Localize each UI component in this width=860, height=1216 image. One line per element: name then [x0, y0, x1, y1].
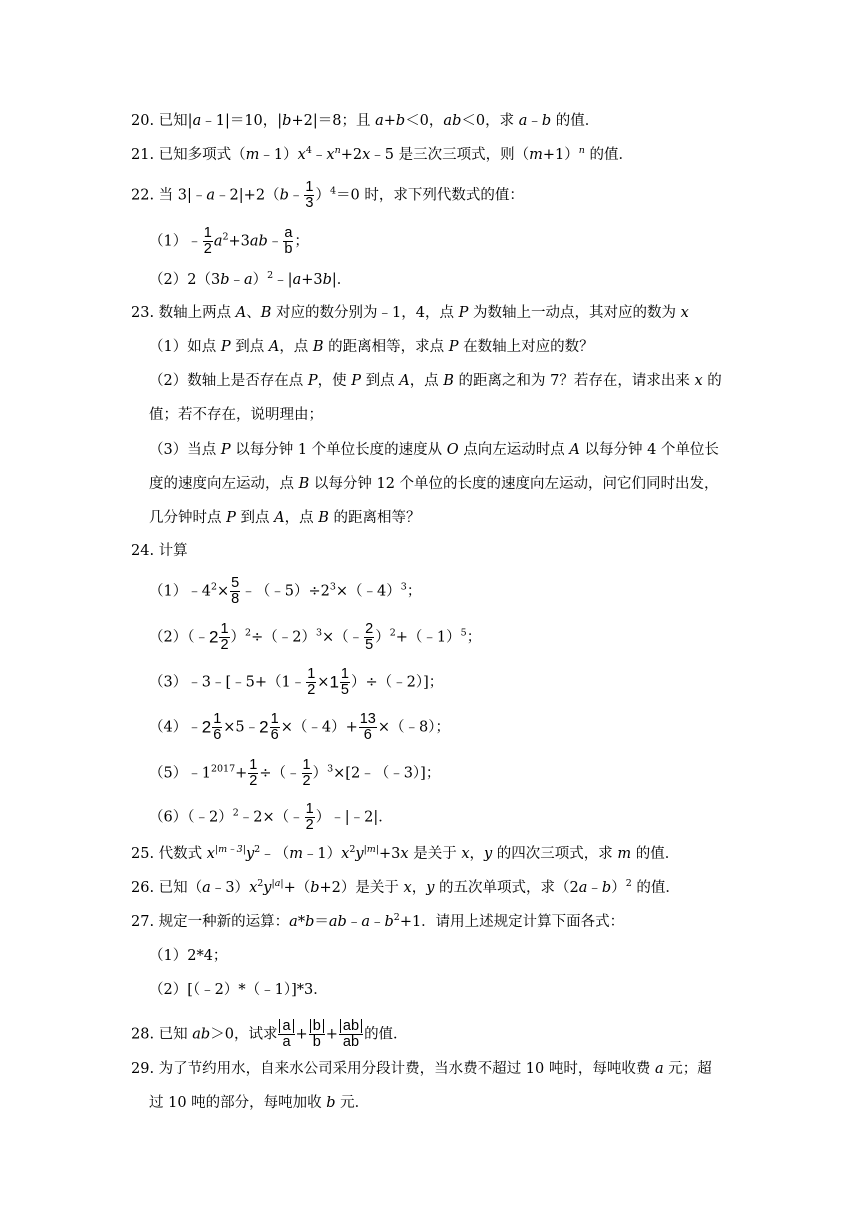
problem-27-part-1: [149, 946, 227, 966]
text: ﹣: [527, 113, 542, 129]
exponent: 2: [625, 878, 632, 889]
var: y: [426, 880, 435, 896]
var: B: [312, 339, 324, 355]
text: +（﹣1）: [395, 629, 461, 646]
text: ﹣: [311, 147, 327, 163]
text: ）: [611, 880, 626, 896]
text: ＝: [314, 914, 329, 930]
problem-23-part-2-cont: [149, 405, 323, 425]
denominator: ab: [339, 1034, 363, 1050]
numerator: a: [279, 1019, 293, 1033]
var: a: [654, 1061, 664, 1077]
denominator: b: [284, 241, 293, 257]
denominator: 5: [340, 682, 349, 698]
text: +2|＝8；且: [291, 113, 376, 129]
text: 为数轴上一动点，其对应的数为: [468, 305, 681, 321]
text: ；: [466, 629, 482, 646]
var: A: [274, 510, 285, 526]
text: （6）（﹣2）: [149, 809, 233, 826]
numerator: 5: [231, 575, 240, 591]
exponent: |a|: [271, 878, 284, 889]
text: ﹣: [267, 233, 283, 250]
text: 的距离之和为 7？若存在，请求出来: [453, 373, 695, 389]
fraction: [339, 1019, 363, 1050]
denominator: 8: [231, 591, 240, 607]
text: 已知多项式（: [158, 147, 246, 163]
problem-number: 21.: [131, 147, 155, 163]
numerator: a: [284, 225, 293, 241]
var: P: [220, 442, 231, 458]
exponent: n: [578, 145, 585, 156]
text: ＜0，: [405, 113, 444, 129]
exponent: 2: [222, 231, 229, 243]
problem-28: [131, 1019, 408, 1050]
text: ×（﹣8）；: [377, 719, 450, 736]
var: ab: [443, 113, 462, 129]
var: x: [326, 147, 335, 163]
text: ）: [312, 765, 328, 782]
text: *: [297, 914, 306, 930]
var: a: [361, 914, 370, 930]
text: 对应的数分别为﹣1，4，点: [271, 305, 459, 321]
text: ×5﹣: [223, 719, 260, 736]
problem-23-part-1: [149, 337, 594, 357]
text: ×: [317, 674, 330, 691]
text: ×（﹣4）: [335, 583, 401, 600]
text: ＝0 时，求下列代数式的值：: [335, 187, 524, 204]
problem-26: [131, 878, 680, 898]
exponent: n: [334, 145, 341, 156]
var: a: [206, 187, 216, 204]
text: ）﹣|﹣2|．: [315, 809, 393, 826]
exponent: 3: [400, 581, 407, 593]
denominator: 2: [220, 637, 229, 653]
text: 当 3|﹣: [158, 187, 207, 204]
fraction: [203, 226, 213, 257]
var: a: [289, 914, 298, 930]
text: ，: [469, 846, 484, 862]
text: 元．: [335, 1095, 370, 1111]
var: y: [355, 846, 364, 862]
text: （5）﹣1: [149, 765, 211, 782]
text: ﹣3）: [210, 880, 250, 896]
var: P: [307, 373, 318, 389]
fraction: [283, 226, 293, 257]
text: （1）﹣4: [149, 583, 211, 600]
text: +3: [301, 272, 323, 288]
text: 已知: [158, 1026, 193, 1043]
var: x: [249, 880, 258, 896]
text: 到点: [360, 373, 400, 389]
var: b: [384, 914, 394, 930]
problem-22: [131, 180, 524, 211]
text: ，点: [284, 510, 319, 526]
problem-22-part-1: [149, 226, 309, 257]
problem-23-part-2: [149, 371, 722, 391]
numerator: ab: [340, 1019, 362, 1033]
text: 规定一种新的运算：: [158, 914, 290, 930]
exponent: 2: [349, 844, 356, 855]
text: ，点: [279, 339, 313, 355]
text: 几分钟时点: [149, 510, 227, 526]
text: ×（﹣: [322, 629, 364, 646]
problem-27-part-2: [149, 980, 328, 1000]
problem-number: 25.: [131, 846, 155, 862]
text: （3）﹣3﹣[﹣5+（1﹣: [149, 674, 306, 691]
numerator: 1: [302, 757, 311, 773]
problem-24-part-1: [149, 576, 421, 607]
fraction: [340, 667, 350, 698]
text: ﹣2|+2（: [215, 187, 280, 204]
exponent: 2017: [210, 763, 236, 775]
text: ﹣: [346, 914, 362, 930]
var: P: [226, 510, 236, 526]
text: ﹣5 是三次三项式，则（: [370, 147, 530, 163]
fraction: [248, 758, 258, 789]
var: b: [601, 880, 612, 896]
var: A: [235, 305, 247, 321]
text: 的值．: [364, 1026, 408, 1043]
var: y: [484, 846, 493, 862]
text: ﹣1|＝10，|: [201, 113, 283, 129]
text: 的距离相等？: [328, 510, 421, 526]
exponent: 3: [329, 581, 336, 593]
numerator: 1: [270, 711, 279, 727]
text: 的四次三项式，求: [492, 846, 618, 862]
numerator: 1: [305, 801, 314, 817]
text: 计算: [158, 543, 188, 559]
var: x: [403, 880, 412, 896]
var: a: [375, 113, 384, 129]
text: ﹣: [229, 272, 244, 288]
var: P: [351, 373, 361, 389]
var: m: [245, 147, 260, 163]
text: 到点: [230, 339, 269, 355]
text: 的值．: [584, 147, 633, 163]
exponent: 4: [305, 145, 312, 156]
var: y: [245, 846, 255, 862]
problem-number: 23.: [131, 305, 155, 321]
numerator: 1: [213, 711, 222, 727]
var: b: [322, 272, 332, 288]
numerator: 1: [305, 179, 314, 195]
var: m: [529, 147, 543, 163]
problem-27: [131, 912, 624, 932]
problem-number: 27.: [131, 914, 155, 930]
text: ÷（﹣: [259, 765, 301, 782]
denominator: 3: [305, 195, 314, 211]
text: ﹣2×（﹣: [238, 809, 304, 826]
problem-23-part-3-cont-1: [149, 474, 719, 494]
text: 已知|: [158, 113, 193, 129]
text: 的: [702, 373, 722, 389]
fraction: [270, 712, 280, 743]
text: +3: [379, 846, 401, 862]
fraction: [306, 667, 316, 698]
fraction: [230, 576, 240, 607]
text: 是关于: [408, 846, 462, 862]
text: ；: [294, 233, 309, 250]
text: 、: [246, 305, 261, 321]
var: b: [541, 113, 552, 129]
text: 元；超: [663, 1061, 712, 1077]
problem-24-part-3: [149, 667, 443, 698]
text: ）: [315, 187, 330, 204]
text: +2: [340, 147, 363, 163]
var: x: [297, 147, 306, 163]
numerator: 1: [220, 621, 229, 637]
text: 在数轴上对应的数？: [458, 339, 594, 355]
exponent: |m﹣3|: [214, 844, 246, 855]
text: ，点: [409, 373, 444, 389]
fraction: [219, 622, 229, 653]
var: A: [569, 442, 580, 458]
exponent: 2: [210, 581, 217, 593]
text: +（: [283, 880, 311, 896]
text: ×[2﹣（﹣3）]；: [333, 765, 441, 782]
var: b: [282, 113, 292, 129]
denominator: 2: [203, 241, 212, 257]
var: B: [298, 476, 310, 492]
exponent: 2: [389, 627, 396, 639]
whole-number: 2: [208, 627, 219, 647]
fraction: [359, 712, 377, 743]
text: 数轴上两点: [158, 305, 236, 321]
text: |．: [331, 272, 352, 288]
var: x: [400, 846, 409, 862]
problem-24: [131, 541, 188, 561]
numerator: 1: [340, 666, 349, 682]
problem-24-part-2: [149, 622, 481, 653]
text: 以每分钟 12 个单位的长度的速度向左运动，问它们同时出发，: [309, 476, 719, 492]
text: ﹣: [587, 880, 602, 896]
var: a: [292, 272, 302, 288]
var: x: [694, 373, 703, 389]
var: B: [260, 305, 272, 321]
var: a: [518, 113, 528, 129]
text: ＜0，求: [461, 113, 519, 129]
problem-24-part-5: [149, 758, 440, 789]
text: 的值．: [631, 846, 680, 862]
var: b: [310, 880, 320, 896]
problem-21: [131, 145, 633, 165]
text: ﹣1）: [302, 846, 342, 862]
text: （2）（﹣: [149, 629, 209, 646]
var: x: [362, 147, 371, 163]
problem-24-part-6: [149, 802, 393, 833]
text: （2）2（3: [149, 272, 221, 288]
problem-23-part-3: [149, 440, 719, 460]
problem-25: [131, 844, 679, 864]
text: +: [383, 113, 396, 129]
fraction: [309, 1019, 325, 1050]
text: 到点: [235, 510, 275, 526]
exponent: 5: [460, 627, 467, 639]
text: ＞0，试求: [210, 1026, 278, 1043]
text: 的五次单项式，求（2: [434, 880, 579, 896]
var: A: [399, 373, 410, 389]
text: ﹣: [369, 914, 385, 930]
problem-29: [131, 1059, 712, 1079]
var: ab: [328, 914, 347, 930]
text: ）: [230, 629, 246, 646]
text: ×（﹣4）+: [280, 719, 358, 736]
text: ÷（﹣2）: [251, 629, 316, 646]
denominator: b: [309, 1034, 325, 1050]
denominator: 6: [359, 727, 377, 743]
problem-24-part-4: [149, 712, 450, 743]
problem-23: [131, 303, 689, 323]
text: 的值．: [551, 113, 600, 129]
exponent: 3: [327, 763, 334, 775]
denominator: 2: [305, 817, 314, 833]
var: m: [617, 846, 632, 862]
text: ）÷（﹣2）]；: [351, 674, 444, 691]
var: ab: [192, 1026, 211, 1043]
var: y: [263, 880, 272, 896]
whole-number: 2: [201, 717, 212, 737]
text: ，使: [317, 373, 352, 389]
denominator: 2: [302, 773, 311, 789]
problem-number: 26.: [131, 880, 155, 896]
text: +1）: [542, 147, 579, 163]
text: ﹣: [288, 187, 304, 204]
problem-number: 24.: [131, 543, 155, 559]
exponent: 2: [267, 270, 274, 281]
var: b: [220, 272, 230, 288]
exponent: 4: [329, 185, 336, 197]
denominator: a: [278, 1034, 294, 1050]
exponent: |m|: [363, 844, 380, 855]
var: b: [279, 187, 289, 204]
text: （4）﹣: [149, 719, 202, 736]
text: ）: [252, 272, 268, 288]
text: 过 10 吨的部分，每吨加收: [149, 1095, 327, 1111]
exponent: 2: [257, 878, 264, 889]
text: ）: [375, 629, 390, 646]
numerator: 1: [249, 757, 258, 773]
text: （1）如点: [149, 339, 221, 355]
exponent: 3: [315, 627, 322, 639]
numerator: 13: [359, 711, 376, 727]
text: （1）﹣: [149, 233, 202, 250]
exponent: 2: [245, 627, 252, 639]
text: ﹣（: [260, 846, 290, 862]
var: x: [341, 846, 350, 862]
problem-23-part-3-cont-2: [149, 508, 420, 528]
text: 的距离相等，求点: [323, 339, 449, 355]
denominator: 2: [307, 682, 316, 698]
var: P: [458, 305, 469, 321]
text: ﹣（﹣5）÷2: [241, 583, 330, 600]
text: +: [325, 1026, 338, 1043]
text: 为了节约用水，自来水公司采用分段计费，当水费不超过 10 吨时，每吨收费: [158, 1061, 655, 1077]
fraction: [304, 180, 314, 211]
denominator: 6: [213, 727, 222, 743]
text: 已知（: [158, 880, 203, 896]
fraction: [278, 1019, 294, 1050]
text: ，: [411, 880, 427, 896]
text: ﹣|: [273, 272, 293, 288]
text: +: [295, 1026, 308, 1043]
whole-number: 1: [329, 672, 339, 692]
fraction: [212, 712, 222, 743]
text: 点向左运动时点: [458, 442, 570, 458]
var: x: [461, 846, 470, 862]
fraction: [364, 622, 374, 653]
fraction: [302, 758, 312, 789]
text: +1．请用上述规定计算下面各式：: [399, 914, 625, 930]
exponent: 2: [393, 912, 400, 923]
var: m: [289, 846, 303, 862]
var: x: [206, 846, 215, 862]
problem-number: 29.: [131, 1061, 155, 1077]
problem-22-part-2: [149, 270, 351, 290]
fraction: [305, 802, 315, 833]
text: 度的速度向左运动，点: [149, 476, 299, 492]
problem-20: [131, 111, 599, 131]
exponent: 2: [254, 844, 261, 855]
text: （2）[（﹣2）*（﹣1）]*3．: [149, 982, 328, 998]
var: B: [443, 373, 454, 389]
var: a: [243, 272, 253, 288]
text: （1）2*4；: [149, 948, 228, 964]
var: b: [305, 914, 315, 930]
denominator: 5: [365, 637, 374, 653]
text: 代数式: [158, 846, 207, 862]
text: 值；若不存在，说明理由；: [149, 407, 323, 423]
denominator: 6: [270, 727, 279, 743]
var: a: [213, 233, 223, 250]
text: 的值．: [631, 880, 680, 896]
problem-number: 20.: [131, 113, 155, 129]
text: 以每分钟 4 个单位长: [579, 442, 719, 458]
numerator: 1: [203, 225, 212, 241]
numerator: b: [310, 1019, 324, 1033]
text: 以每分钟 1 个单位长度的速度从: [230, 442, 447, 458]
problem-number: 28.: [131, 1026, 155, 1043]
text: ；: [406, 583, 422, 600]
text: ×: [217, 583, 230, 600]
text: （2）数轴上是否存在点: [149, 373, 308, 389]
exponent: 2: [232, 807, 239, 819]
var: ab: [249, 233, 268, 250]
text: +3: [228, 233, 250, 250]
whole-number: 2: [259, 717, 269, 737]
numerator: 2: [365, 621, 374, 637]
text: （3）当点: [149, 442, 221, 458]
text: ﹣1）: [259, 147, 298, 163]
text: +2）是关于: [319, 880, 404, 896]
denominator: 2: [249, 773, 258, 789]
numerator: 1: [307, 666, 316, 682]
var: O: [446, 442, 459, 458]
text: +: [235, 765, 248, 782]
var: x: [680, 305, 689, 321]
var: P: [220, 339, 231, 355]
var: P: [448, 339, 459, 355]
var: b: [395, 113, 406, 129]
var: A: [268, 339, 280, 355]
var: B: [318, 510, 329, 526]
var: a: [202, 880, 211, 896]
problem-number: 22.: [131, 187, 155, 204]
var: a: [578, 880, 588, 896]
var: a: [192, 113, 202, 129]
problem-29-cont: [149, 1093, 369, 1113]
var: b: [326, 1095, 336, 1111]
